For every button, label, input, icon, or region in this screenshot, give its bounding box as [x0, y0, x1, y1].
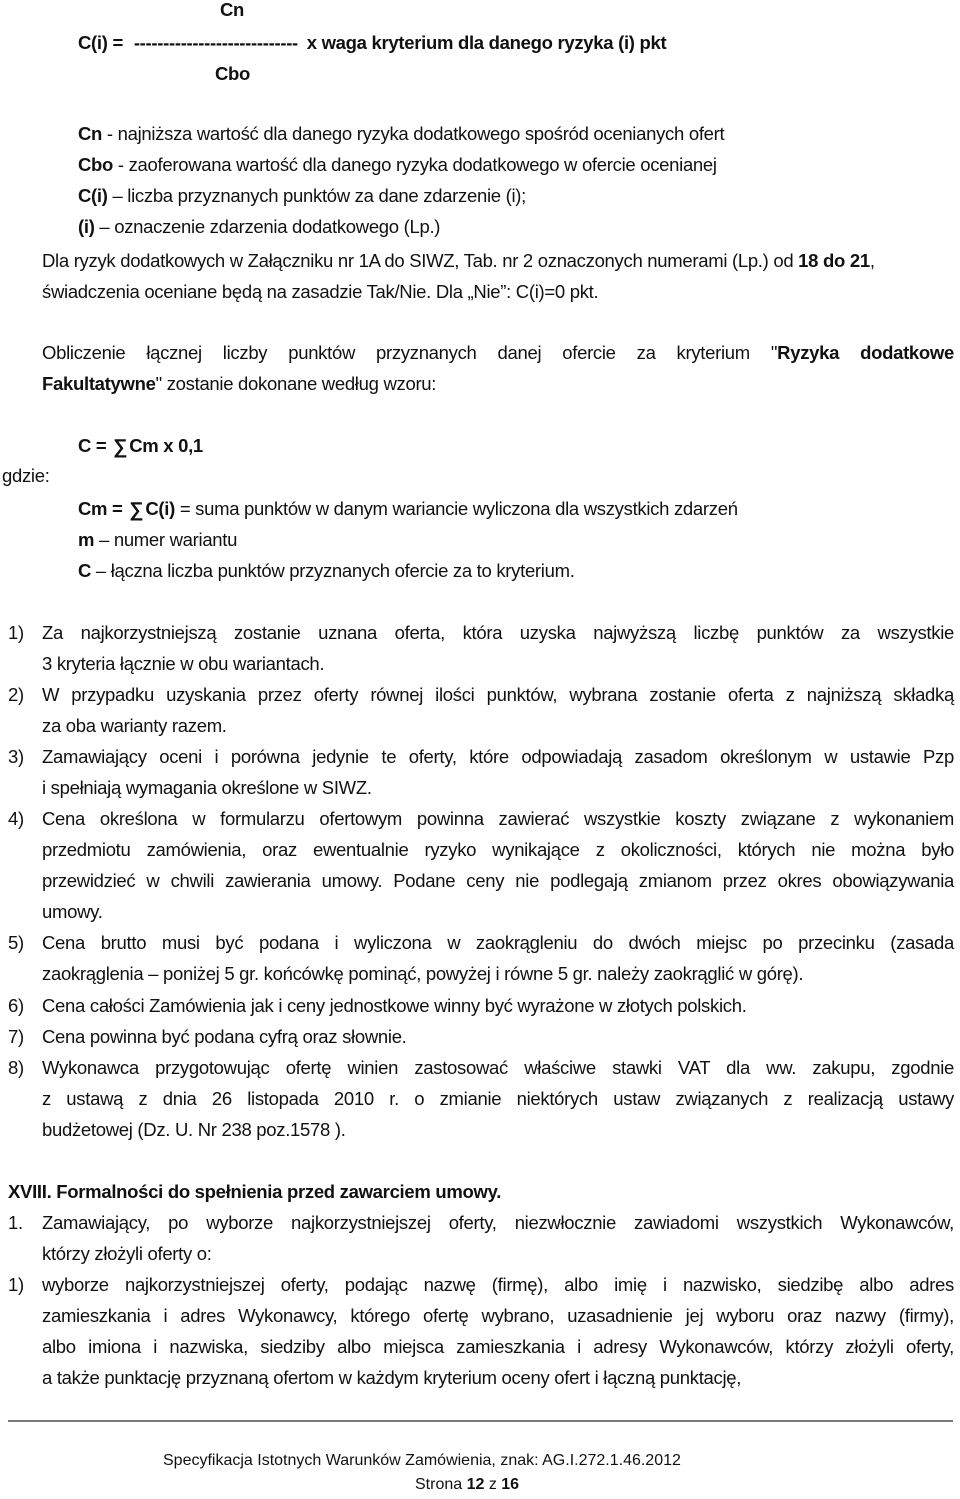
list-item-line: Wykonawca przygotowując ofertę winien zastosować właściwe stawki VAT dla ww. zakupu, zgodnie	[42, 1057, 954, 1078]
extra-risks-line1	[42, 245, 875, 276]
total-criterion-cont: Fakultatywne	[42, 373, 156, 394]
definition-term: Cn	[78, 123, 103, 144]
footer-page-current: 12	[466, 1476, 485, 1493]
list-item-line: zaokrąglenia – poniżej 5 gr. końcówkę pominąć, powyżej i równe 5 gr. należy zaokrąglić w górę).	[42, 963, 804, 984]
where-m	[78, 524, 237, 555]
list-item-line: Za najkorzystniejszą zostanie uznana oferta, która uzyska najwyższą liczbę punktów za wszystkie	[42, 622, 954, 643]
list-item-line: Cena określona w formularzu ofertowym powinna zawierać wszystkie koszty związane z wykonaniem	[42, 808, 954, 829]
where-m-term: m	[78, 529, 95, 550]
list-item-number: 1.	[8, 1212, 23, 1233]
list-item-line: Cena brutto musi być podana i wyliczona w zaokrągleniu do dwóch miejsc po przecinku (zasada	[42, 932, 954, 953]
footer-spec: Specyfikacja Istotnych Warunków Zamówienia, znak: AG.I.272.1.46.2012	[163, 1452, 681, 1469]
definition-term: Cbo	[78, 154, 114, 175]
total-criterion: Ryzyka dodatkowe	[777, 342, 954, 363]
extra-risks-text: Dla ryzyk dodatkowych w Załączniku nr 1A do SIWZ, Tab. nr 2 oznaczonych numerami (Lp.) od	[42, 250, 799, 271]
list-item-line: umowy.	[42, 901, 103, 922]
definition-text: – oznaczenie zdarzenia dodatkowego (Lp.)	[94, 216, 441, 237]
where-cm	[78, 493, 738, 524]
definition-cbo	[78, 149, 717, 180]
extra-risks-comma: ,	[869, 250, 875, 271]
where-c	[78, 555, 575, 586]
list-item-line: 3 kryteria łącznie w obu wariantach.	[42, 653, 325, 674]
list-item-number: 8)	[8, 1057, 24, 1078]
footer-page-total: 16	[501, 1476, 520, 1493]
list-item-line: zamieszkania i adres Wykonawcy, którego ofertę wybrano, uzasadnienie jej wyboru oraz nazwy (firmy),	[42, 1305, 954, 1326]
total-line1	[42, 337, 954, 368]
list-item-line: którzy złożyli oferty o:	[42, 1243, 212, 1264]
extra-risks-range: 18 do 21	[798, 250, 870, 271]
sigma-icon: ∑	[113, 436, 128, 458]
section-heading: XVIII. Formalności do spełnienia przed zawarciem umowy.	[8, 1181, 502, 1202]
list-item-line: budżetowej (Dz. U. Nr 238 poz.1578 ).	[42, 1119, 346, 1140]
list-item-number: 1)	[8, 622, 24, 643]
where-cm-term: Cm =	[78, 498, 128, 519]
definition-cn	[78, 118, 724, 149]
footer-page-mid: z	[484, 1476, 502, 1493]
definition-term: (i)	[78, 216, 95, 237]
list-item-line: W przypadku uzyskania przez oferty równej ilości punktów, wybrana zostanie oferta z najniższą składką	[42, 684, 954, 705]
definition-text: - zaoferowana wartość dla danego ryzyka dodatkowego w ofercie ocenianej	[113, 154, 717, 175]
sigma-icon: ∑	[129, 499, 144, 521]
formula-dashes: ----------------------------	[133, 32, 298, 53]
list-item-line: z ustawą z dnia 26 listopada 2010 r. o zmianie niektórych ustaw związanych z realizacją ustawy	[42, 1088, 954, 1109]
total-formula-rhs: Cm x 0,1	[129, 435, 203, 456]
list-item-line: przedmiotu zamówienia, oraz ewentualnie ryzyko wynikające z okoliczności, których nie można było	[42, 839, 954, 860]
definition-term: C(i)	[78, 185, 108, 206]
list-item-line: i spełniają wymagania określone w SIWZ.	[42, 777, 372, 798]
list-item-number: 1)	[8, 1274, 24, 1295]
list-item-number: 6)	[8, 995, 24, 1016]
formula-rhs: x waga kryterium dla danego ryzyka (i) pkt	[306, 32, 667, 53]
where-m-text: – numer wariantu	[94, 529, 238, 550]
gdzie-label: gdzie:	[2, 465, 50, 486]
list-item-line: Zamawiający, po wyborze najkorzystniejszej oferty, niezwłocznie zawiadomi wszystkich Wykonawców,	[42, 1212, 954, 1233]
where-cm-text: = suma punktów w danym wariancie wyliczona dla wszystkich zdarzeń	[175, 498, 738, 519]
list-item-line: przewidzieć w chwili zawierania umowy. Podane ceny nie podlegają zmianom przez okres obowiązywania	[42, 870, 954, 891]
total-text: Obliczenie łącznej liczby punktów przyznanych danej ofercie za kryterium "	[42, 342, 778, 363]
total-text-cont: " zostanie dokonane według wzoru:	[155, 373, 437, 394]
extra-risks-line2: świadczenia oceniane będą na zasadzie Tak/Nie. Dla „Nie”: C(i)=0 pkt.	[42, 281, 599, 302]
list-item-line: Cena całości Zamówienia jak i ceny jednostkowe winny być wyrażone w złotych polskich.	[42, 995, 747, 1016]
total-line2	[42, 368, 436, 399]
definition-text: - najniższa wartość dla danego ryzyka dodatkowego spośród ocenianych ofert	[102, 123, 725, 144]
formula-line	[78, 27, 666, 58]
list-item-line: Cena powinna być podana cyfrą oraz słownie.	[42, 1026, 407, 1047]
list-item-number: 7)	[8, 1026, 24, 1047]
total-formula	[78, 430, 203, 461]
list-item-line: Zamawiający oceni i porówna jedynie te oferty, które odpowiadają zasadom określonym w ustawie Pzp	[42, 746, 954, 767]
footer-page-prefix: Strona	[415, 1476, 467, 1493]
formula-numerator: Cn	[220, 0, 245, 20]
list-item-line: a także punktację przyznaną ofertom w każdym kryterium oceny ofert i łączną punktację,	[42, 1367, 742, 1388]
list-item-line: za oba warianty razem.	[42, 715, 227, 736]
where-cm-ci: C(i)	[145, 498, 175, 519]
definition-ci	[78, 180, 526, 211]
definition-i	[78, 211, 440, 242]
where-c-text: – łączna liczba punktów przyznanych ofercie za to kryterium.	[91, 560, 575, 581]
list-item-number: 4)	[8, 808, 24, 829]
list-item-number: 3)	[8, 746, 24, 767]
list-item-number: 2)	[8, 684, 24, 705]
formula-lhs: C(i) =	[78, 32, 123, 53]
list-item-line: wyborze najkorzystniejszej oferty, podając nazwę (firmę), albo imię i nazwisko, siedzibę albo adres	[42, 1274, 954, 1295]
formula-denominator: Cbo	[215, 63, 251, 84]
list-item-line: albo imiona i nazwiska, siedziby albo miejsca zamieszkania i adresy Wykonawców, którzy złożyli oferty,	[42, 1336, 954, 1357]
where-c-term: C	[78, 560, 92, 581]
total-formula-lhs: C =	[78, 435, 112, 456]
footer-page-number	[415, 1475, 519, 1495]
definition-text: – liczba przyznanych punktów za dane zdarzenie (i);	[107, 185, 526, 206]
list-item-number: 5)	[8, 932, 24, 953]
footer-divider	[8, 1420, 953, 1422]
